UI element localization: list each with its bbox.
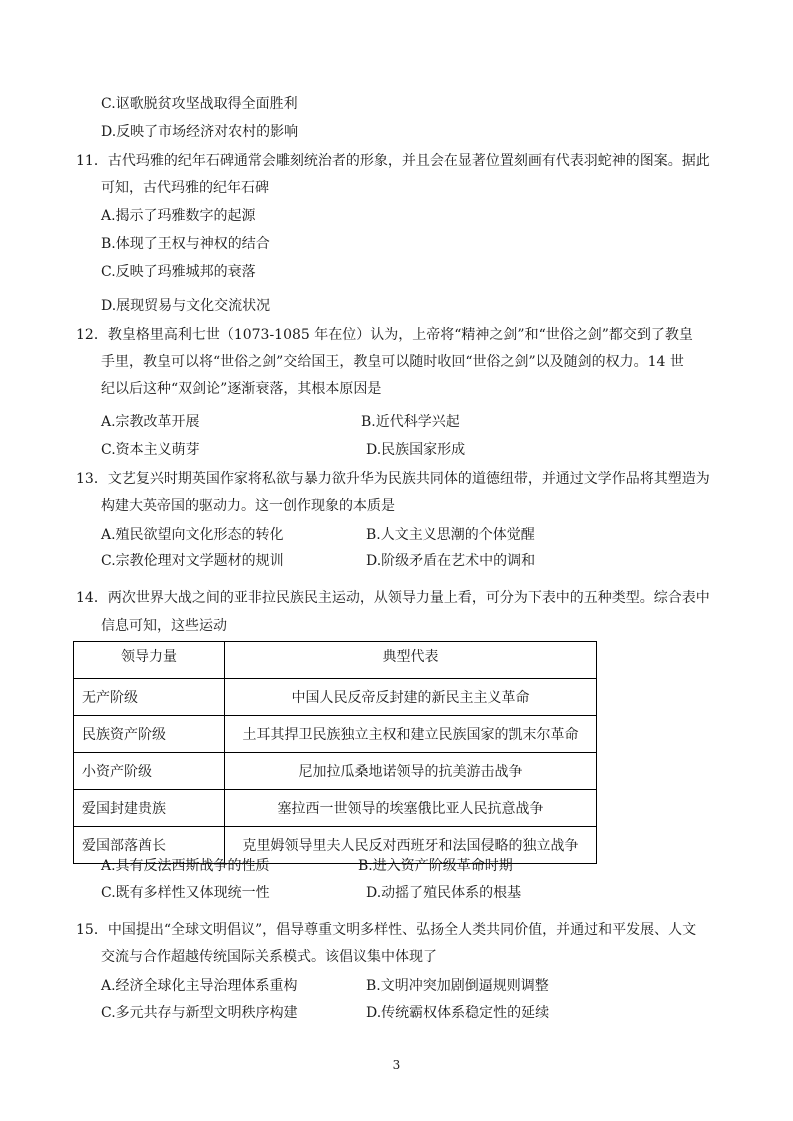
table-cell: 塞拉西一世领导的埃塞俄比亚人民抗意战争 [225,790,597,827]
table-row [74,790,597,827]
question-14-stem-cont: 信息可知，这些运动 [101,618,227,634]
q11-option-c: C.反映了玛雅城邦的衰落 [101,264,256,280]
question-12-stem-cont: 手里，教皇可以将“世俗之剑”交给国王，教皇可以随时收回“世俗之剑”以及随剑的权力。14 世 [101,354,684,370]
table-row [74,753,597,790]
option-d: D.反映了市场经济对农村的影响 [101,124,299,140]
table-row [74,716,597,753]
table-cell: 中国人民反帝反封建的新民主主义革命 [225,679,597,716]
q12-option-d: D.民族国家形成 [366,442,466,458]
q13-option-a: A.殖民欲望向文化形态的转化 [101,527,284,543]
question-11-stem-cont: 可知，古代玛雅的纪年石碑 [101,180,269,196]
q15-option-c: C.多元共存与新型文明秩序构建 [101,1005,298,1021]
table-header: 典型代表 [225,642,597,679]
question-13-stem-cont: 构建大英帝国的驱动力。这一创作现象的本质是 [101,498,395,514]
question-15-stem-cont: 交流与合作超越传统国际关系模式。该倡议集中体现了 [101,949,437,965]
question-15-stem: 15．中国提出“全球文明倡议”，倡导尊重文明多样性、弘扬全人类共同价值，并通过和平发展、人文 [76,922,697,938]
q11-option-b: B.体现了王权与神权的结合 [101,236,270,252]
table-header: 领导力量 [74,642,225,679]
q13-option-c: C.宗教伦理对文学题材的规训 [101,553,284,569]
question-13-stem: 13．文艺复兴时期英国作家将私欲与暴力欲升华为民族共同体的道德纽带，并通过文学作品将其塑造为 [76,471,710,487]
q15-option-d: D.传统霸权体系稳定性的延续 [366,1005,550,1021]
table-cell: 爱国封建贵族 [74,790,225,827]
question-14-stem: 14．两次世界大战之间的亚非拉民族民主运动，从领导力量上看，可分为下表中的五种类型。综合表中 [76,590,710,606]
q12-option-a: A.宗教改革开展 [101,414,200,430]
q15-option-a: A.经济全球化主导治理体系重构 [101,978,298,994]
q14-option-d: D.动摇了殖民体系的根基 [366,885,522,901]
q14-option-b: B.进入资产阶级革命时期 [358,858,513,874]
option-c: C.讴歌脱贫攻坚战取得全面胜利 [101,96,298,112]
leadership-table [73,641,597,864]
table-cell: 无产阶级 [74,679,225,716]
table-cell: 克里姆领导里夫人民反对西班牙和法国侵略的独立战争 [225,827,597,864]
table-cell: 小资产阶级 [74,753,225,790]
table-cell: 土耳其捍卫民族独立主权和建立民族国家的凯末尔革命 [225,716,597,753]
table-cell: 民族资产阶级 [74,716,225,753]
table-cell: 爱国部落酋长 [74,827,225,864]
table-cell: 尼加拉瓜桑地诺领导的抗美游击战争 [225,753,597,790]
question-12-stem-cont2: 纪以后这种“双剑论”逐渐衰落，其根本原因是 [101,381,382,397]
table-row [74,679,597,716]
question-12-stem: 12．教皇格里高利七世（1073-1085 年在位）认为，上帝将“精神之剑”和“世俗之剑”都交到了教皇 [76,327,693,343]
table-header-row [74,642,597,679]
q14-option-a: A.具有反法西斯战争的性质 [101,858,270,874]
q14-option-c: C.既有多样性又体现统一性 [101,885,270,901]
q13-option-d: D.阶级矛盾在艺术中的调和 [366,553,536,569]
q11-option-d: D.展现贸易与文化交流状况 [101,298,271,314]
question-11-stem: 11．古代玛雅的纪年石碑通常会雕刻统治者的形象，并且会在显著位置刻画有代表羽蛇神的图案。据此 [76,153,710,169]
q15-option-b: B.文明冲突加剧倒逼规则调整 [366,978,549,994]
q13-option-b: B.人文主义思潮的个体觉醒 [366,527,535,543]
q11-option-a: A.揭示了玛雅数字的起源 [101,208,256,224]
q12-option-c: C.资本主义萌芽 [101,442,200,458]
page-number: 3 [392,1058,401,1072]
q12-option-b: B.近代科学兴起 [361,414,460,430]
